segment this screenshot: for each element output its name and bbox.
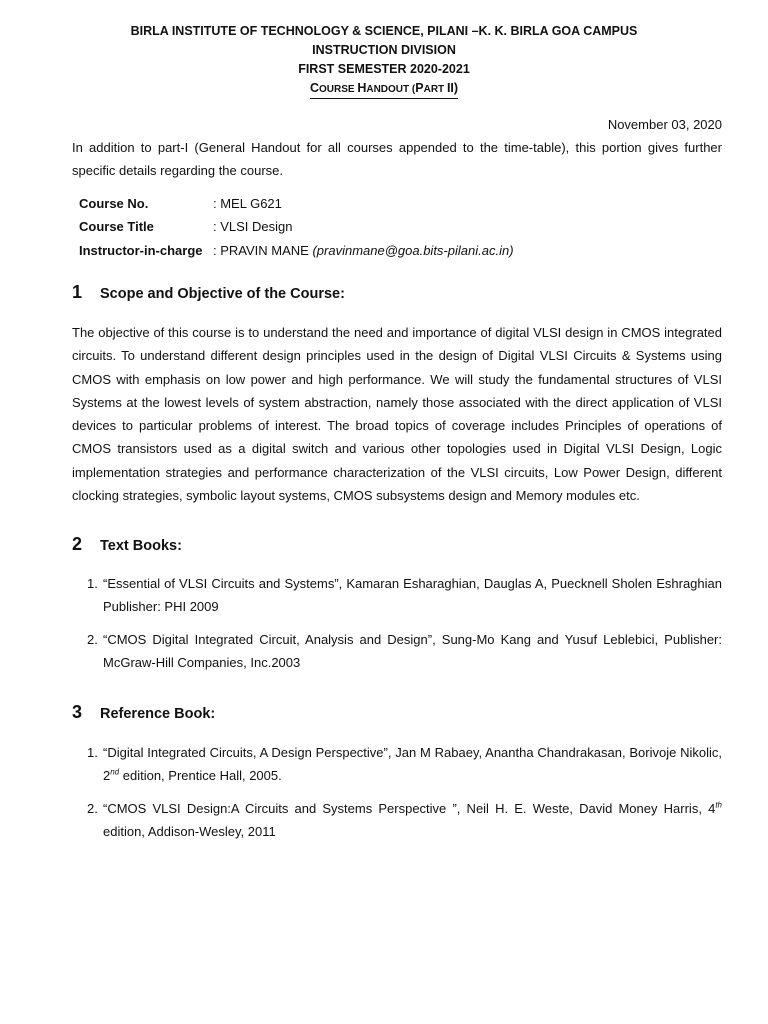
division-name: INSTRUCTION DIVISION bbox=[312, 43, 456, 57]
list-item: 2. “CMOS Digital Integrated Circuit, Analysis and Design”, Sung-Mo Kang and Yusuf Leblebici, Publisher: McGraw-Hill Companies, Inc.2003 bbox=[87, 632, 722, 670]
intro-paragraph: In addition to part-I (General Handout for all courses appended to the time-table), this portion gives further specific details regarding the course. bbox=[72, 140, 722, 179]
course-info-row bbox=[79, 239, 514, 262]
handout-date: November 03, 2020 bbox=[607, 117, 722, 132]
handout-title: COURSE HANDOUT (PART II) bbox=[0, 79, 768, 98]
course-info-row bbox=[79, 192, 514, 215]
section-title: Reference Book: bbox=[100, 706, 216, 722]
list-item-text: “CMOS VLSI Design:A Circuits and Systems Perspective ”, Neil H. E. Weste, David Money Harris, 4th edition, Addison-Wesley, 2011 bbox=[103, 800, 722, 839]
reference-books-list bbox=[72, 741, 722, 853]
info-key: Course No. bbox=[79, 196, 149, 212]
instructor-email: (pravinmane@goa.bits-pilani.ac.in) bbox=[312, 242, 514, 258]
info-value: : PRAVIN MANE (pravinmane@goa.bits-pilani.ac.in) bbox=[213, 242, 514, 258]
section-number: 1 bbox=[72, 282, 83, 302]
institute-name: BIRLA INSTITUTE OF TECHNOLOGY & SCIENCE, PILANI –K. K. BIRLA GOA CAMPUS bbox=[130, 24, 638, 38]
list-item-text: “Digital Integrated Circuits, A Design Perspective”, Jan M Rabaey, Anantha Chandrakasan, Borivoje Nikolic, 2nd edition, Prentice Hall, 2005. bbox=[103, 745, 722, 783]
section-heading-3 bbox=[72, 702, 215, 723]
text-books-list bbox=[72, 572, 722, 684]
section-title: Text Books: bbox=[100, 538, 182, 554]
document-header bbox=[0, 22, 768, 98]
section-heading-2 bbox=[72, 534, 182, 555]
info-value: : MEL G621 bbox=[213, 196, 282, 212]
semester-name: FIRST SEMESTER 2020-2021 bbox=[298, 62, 470, 76]
list-item: 2. “CMOS VLSI Design:A Circuits and Systems Perspective ”, Neil H. E. Weste, David Money Harris, 4th edition, Addison-Wesley, 2011 bbox=[87, 800, 722, 839]
list-item: 1. “Digital Integrated Circuits, A Design Perspective”, Jan M Rabaey, Anantha Chandrakasan, Borivoje Nikolic, 2nd edition, Prentice Hall, 2005. bbox=[87, 745, 722, 783]
course-info-table bbox=[79, 192, 514, 262]
list-item-text: “Essential of VLSI Circuits and Systems”, Kamaran Esharaghian, Dauglas A, Puecknell Sholen Eshraghian Publisher: PHI 2009 bbox=[103, 576, 722, 614]
course-info-row bbox=[79, 215, 514, 238]
list-item: 1. “Essential of VLSI Circuits and Systems”, Kamaran Esharaghian, Dauglas A, Puecknell Sholen Eshraghian Publisher: PHI 2009 bbox=[87, 576, 722, 614]
info-key: Instructor-in-charge bbox=[79, 242, 203, 258]
info-key: Course Title bbox=[79, 219, 154, 235]
section-number: 2 bbox=[72, 534, 83, 554]
info-value: : VLSI Design bbox=[213, 219, 293, 235]
section-number: 3 bbox=[72, 702, 83, 722]
section-heading-1 bbox=[72, 282, 345, 303]
section-title: Scope and Objective of the Course: bbox=[100, 286, 345, 302]
list-item-text: “CMOS Digital Integrated Circuit, Analysis and Design”, Sung-Mo Kang and Yusuf Leblebici, Publisher: McGraw-Hill Companies, Inc.2003 bbox=[103, 632, 722, 670]
scope-paragraph: The objective of this course is to understand the need and importance of digital VLSI design in CMOS integrated circuits. To understand different design principles used in the design of Digital VLSI Circuits & Systems using CMOS with emphasis on low power and high performance. We will study the fundamental structures of VLSI Systems at the lowest levels of system abstraction, namely those associated with the direct application of VLSI devices to particular problems of interest. The broad topics of coverage includes Principles of operations of CMOS transistors used as a digital switch and various other topologies used in Digital VLSI Design, Logic implementation strategies and performance characterization of the VLSI circuits, Low Power Design, different clocking strategies, symbolic layout systems, CMOS subsystems design and Memory modules etc. bbox=[72, 325, 722, 504]
